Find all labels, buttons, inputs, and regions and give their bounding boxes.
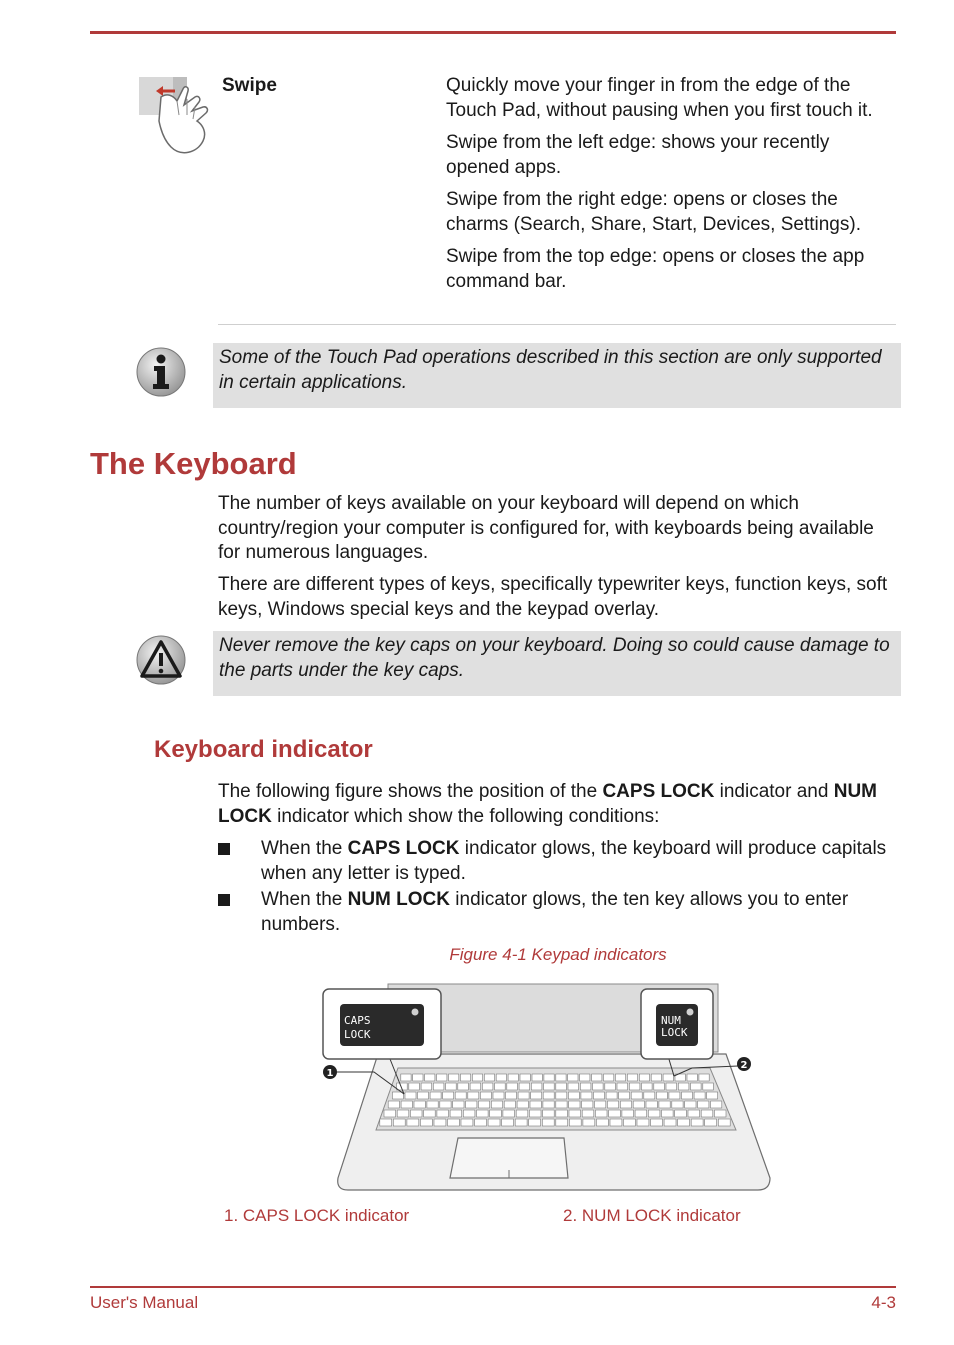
- keyboard-key: [424, 1110, 436, 1117]
- intro-text-3: indicator which show the following conditions:: [271, 805, 660, 827]
- keyboard-key: [607, 1101, 618, 1108]
- intro-caps-lock: CAPS LOCK: [602, 781, 715, 802]
- keyboard-key: [687, 1074, 697, 1081]
- intro-num-lock: NUM LOCK: [218, 781, 877, 827]
- keyboard-key: [440, 1101, 451, 1108]
- keyboard-key: [463, 1110, 475, 1117]
- info-note: Some of the Touch Pad operations described in this section are only supported in certain applications.: [213, 343, 901, 408]
- keyboard-key: [637, 1119, 649, 1126]
- keyboard-key: [594, 1092, 605, 1099]
- keyboard-key: [477, 1110, 489, 1117]
- keyboard-key: [682, 1092, 693, 1099]
- keyboard-key: [615, 1074, 625, 1081]
- info-icon: [135, 346, 187, 398]
- keyboard-key: [434, 1119, 446, 1126]
- keyboard-key: [556, 1119, 568, 1126]
- intro-paragraph: [218, 780, 898, 829]
- swipe-desc-3: Swipe from the right edge: opens or closes the charms (Search, Share, Start, Devices, Settings).: [446, 189, 861, 235]
- keyboard-key: [461, 1119, 473, 1126]
- keyboard-key: [654, 1083, 665, 1090]
- keyboard-key: [610, 1119, 622, 1126]
- keyboard-key: [604, 1074, 614, 1081]
- keyboard-key: [568, 1092, 579, 1099]
- keyboard-key: [507, 1083, 518, 1090]
- keyboard-key: [556, 1110, 568, 1117]
- keyboard-key: [518, 1092, 529, 1099]
- keyboard-key: [508, 1074, 518, 1081]
- section-title: The Keyboard: [90, 446, 297, 481]
- keyboard-key: [666, 1083, 677, 1090]
- intro-text-2: indicator and: [714, 781, 834, 802]
- keyboard-key: [455, 1092, 466, 1099]
- keyboard-key: [397, 1110, 409, 1117]
- keyboard-key: [609, 1110, 621, 1117]
- keyboard-key: [556, 1101, 567, 1108]
- keyboard-key: [446, 1083, 457, 1090]
- callout-2: 2: [740, 1060, 748, 1071]
- bullet-square-icon: [218, 894, 230, 906]
- keyboard-key: [622, 1110, 634, 1117]
- keyboard-key: [515, 1119, 527, 1126]
- keyboard-key: [427, 1101, 438, 1108]
- swipe-gesture-icon: [137, 75, 217, 157]
- keyboard-key: [542, 1119, 554, 1126]
- keyboard-key: [480, 1092, 491, 1099]
- keyboard-key: [531, 1092, 542, 1099]
- keyboard-key: [421, 1083, 432, 1090]
- keyboard-key: [568, 1074, 578, 1081]
- keyboard-key: [414, 1101, 425, 1108]
- keyboard-key: [460, 1074, 470, 1081]
- keyboard-key: [544, 1074, 554, 1081]
- keyboard-key: [407, 1119, 419, 1126]
- keyboard-key: [651, 1119, 663, 1126]
- keyboard-key: [418, 1092, 429, 1099]
- figure-label-1: 1. CAPS LOCK indicator: [224, 1206, 410, 1225]
- keyboard-key: [490, 1110, 502, 1117]
- keyboard-key: [580, 1083, 591, 1090]
- figure-label-2: 2. NUM LOCK indicator: [563, 1206, 741, 1225]
- keyboard-key: [648, 1110, 660, 1117]
- keyboard-key: [556, 1092, 567, 1099]
- keyboard-key: [409, 1083, 420, 1090]
- num-key-line-2: LOCK: [661, 1026, 688, 1039]
- keyboard-key: [520, 1074, 530, 1081]
- keyboard-key: [624, 1119, 636, 1126]
- keyboard-key: [698, 1101, 709, 1108]
- keyboard-key: [569, 1119, 581, 1126]
- bullet-square-icon: [218, 843, 230, 855]
- keyboard-key: [449, 1074, 459, 1081]
- keyboard-key: [701, 1110, 713, 1117]
- keyboard-key: [410, 1110, 422, 1117]
- keyboard-key: [472, 1074, 482, 1081]
- keyboard-key: [384, 1110, 396, 1117]
- section-paragraph-2: There are different types of keys, specifically typewriter keys, function keys, soft keys, Windows special keys and the keypad overlay.: [218, 574, 888, 620]
- swipe-term: Swipe: [222, 75, 277, 96]
- keyboard-key: [543, 1110, 555, 1117]
- keyboard-key: [656, 1092, 667, 1099]
- keyboard-key: [688, 1110, 700, 1117]
- intro-text-1: The following figure shows the position of the: [218, 781, 603, 802]
- header-rule: [90, 31, 896, 34]
- footer-title: User's Manual: [90, 1293, 199, 1312]
- swipe-desc-1: Quickly move your finger in from the edge of the Touch Pad, without pausing when you first touch it.: [446, 75, 873, 121]
- keyboard-key: [556, 1083, 567, 1090]
- keyboard-key: [437, 1110, 449, 1117]
- keyboard-key: [482, 1083, 493, 1090]
- keyboard-key: [659, 1101, 670, 1108]
- keyboard-key: [678, 1083, 689, 1090]
- keyboard-key: [401, 1101, 412, 1108]
- keyboard-key: [705, 1119, 717, 1126]
- keyboard-key: [392, 1092, 403, 1099]
- keyboard-key: [496, 1074, 506, 1081]
- keyboard-key: [699, 1074, 709, 1081]
- keyboard-key: [581, 1092, 592, 1099]
- keyboard-key: [380, 1119, 392, 1126]
- keyboard-key: [470, 1083, 481, 1090]
- keyboard-key: [458, 1083, 469, 1090]
- keyboard-key: [437, 1074, 447, 1081]
- keyboard-key: [401, 1074, 411, 1081]
- keyboard-key: [669, 1092, 680, 1099]
- keyboard-key: [694, 1092, 705, 1099]
- keyboard-key: [433, 1083, 444, 1090]
- keyboard-key: [420, 1119, 432, 1126]
- keyboard-key: [516, 1110, 528, 1117]
- keyboard-key: [703, 1083, 714, 1090]
- keyboard-key: [606, 1092, 617, 1099]
- callout-1: 1: [326, 1068, 334, 1079]
- keyboard-key: [605, 1083, 616, 1090]
- keyboard-key: [620, 1101, 631, 1108]
- keyboard-key: [569, 1101, 580, 1108]
- keyboard-key: [532, 1074, 542, 1081]
- keyboard-key: [619, 1092, 630, 1099]
- keyboard-key: [580, 1074, 590, 1081]
- keyboard-key: [466, 1101, 477, 1108]
- keyboard-key: [517, 1101, 528, 1108]
- keyboard-key: [468, 1092, 479, 1099]
- keyboard-key: [544, 1083, 555, 1090]
- keyboard-key: [691, 1083, 702, 1090]
- keyboard-key: [503, 1110, 515, 1117]
- keyboard-key: [639, 1074, 649, 1081]
- keyboard-key: [675, 1110, 687, 1117]
- keyboard-key: [595, 1101, 606, 1108]
- swipe-desc-4: Swipe from the top edge: opens or closes the app command bar.: [446, 246, 865, 292]
- bullet-text: When the CAPS LOCK indicator glows, the keyboard will produce capitals when any letter is typed.: [261, 838, 887, 884]
- keyboard-key: [582, 1110, 594, 1117]
- section-paragraph-1: The number of keys available on your keyboard will depend on which country/region your computer is configured for, with keyboards being available for numerous languages.: [218, 493, 874, 563]
- keyboard-key: [583, 1119, 595, 1126]
- keyboard-key: [691, 1119, 703, 1126]
- keyboard-key: [568, 1083, 579, 1090]
- keyboard-key: [519, 1083, 530, 1090]
- bullet-text: When the NUM LOCK indicator glows, the ten key allows you to enter numbers.: [261, 889, 849, 935]
- keyboard-key: [664, 1119, 676, 1126]
- keyboard-key: [493, 1092, 504, 1099]
- keyboard-key: [711, 1101, 722, 1108]
- keyboard-key: [413, 1074, 423, 1081]
- keyboard-key: [484, 1074, 494, 1081]
- keyboard-key: [672, 1101, 683, 1108]
- keyboard-key: [556, 1074, 566, 1081]
- keyboard-key: [393, 1119, 405, 1126]
- keyboard-key: [504, 1101, 515, 1108]
- keyboard-key: [685, 1101, 696, 1108]
- keyboard-key: [627, 1074, 637, 1081]
- keyboard-key: [644, 1092, 655, 1099]
- keyboard-key: [596, 1119, 608, 1126]
- keyboard-key: [678, 1119, 690, 1126]
- keyboard-key: [488, 1119, 500, 1126]
- warning-icon: [135, 634, 187, 686]
- keyboard-key: [529, 1119, 541, 1126]
- keyboard-key: [631, 1092, 642, 1099]
- keyboard-key: [450, 1110, 462, 1117]
- swipe-description: [446, 74, 896, 302]
- keyboard-key: [593, 1083, 604, 1090]
- keyboard-key: [453, 1101, 464, 1108]
- footer-rule: [90, 1286, 896, 1288]
- keyboard-key: [629, 1083, 640, 1090]
- keyboard-key: [530, 1101, 541, 1108]
- swipe-desc-2: Swipe from the left edge: shows your recently opened apps.: [446, 132, 830, 178]
- keyboard-key: [443, 1092, 454, 1099]
- keyboard-key: [646, 1101, 657, 1108]
- keyboard-key: [491, 1101, 502, 1108]
- keyboard-key: [425, 1074, 435, 1081]
- keyboard-key: [617, 1083, 628, 1090]
- keyboard-key: [478, 1101, 489, 1108]
- figure-caption: Figure 4-1 Keypad indicators: [449, 945, 667, 964]
- caps-key-line-1: CAPS: [344, 1014, 371, 1027]
- keyboard-key: [502, 1119, 514, 1126]
- keyboard-key: [430, 1092, 441, 1099]
- keyboard-key: [595, 1110, 607, 1117]
- keyboard-key: [642, 1083, 653, 1090]
- keyboard-key: [495, 1083, 506, 1090]
- keyboard-key: [718, 1119, 730, 1126]
- page-number: 4-3: [871, 1293, 896, 1312]
- keyboard-key: [662, 1110, 674, 1117]
- keyboard-key: [475, 1119, 487, 1126]
- caps-key-line-2: LOCK: [344, 1028, 371, 1041]
- keyboard-key: [707, 1092, 718, 1099]
- keyboard-key: [448, 1119, 460, 1126]
- keyboard-key: [506, 1092, 517, 1099]
- keyboard-key: [531, 1083, 542, 1090]
- keyboard-key: [582, 1101, 593, 1108]
- keyboard-key: [543, 1092, 554, 1099]
- keyboard-key: [635, 1110, 647, 1117]
- keyboard-key: [663, 1074, 673, 1081]
- keyboard-key: [388, 1101, 399, 1108]
- keyboard-key: [543, 1101, 554, 1108]
- num-key-line-1: NUM: [661, 1014, 681, 1027]
- subsection-title: Keyboard indicator: [154, 736, 373, 763]
- keyboard-figure: [318, 982, 776, 1196]
- warning-note: Never remove the key caps on your keyboard. Doing so could cause damage to the parts under the key caps.: [213, 631, 901, 696]
- keyboard-key: [633, 1101, 644, 1108]
- keyboard-key: [405, 1092, 416, 1099]
- keyboard-key: [592, 1074, 602, 1081]
- table-row-divider: [218, 324, 896, 325]
- keyboard-key: [529, 1110, 541, 1117]
- keyboard-key: [569, 1110, 581, 1117]
- keyboard-key: [714, 1110, 726, 1117]
- keyboard-key: [651, 1074, 661, 1081]
